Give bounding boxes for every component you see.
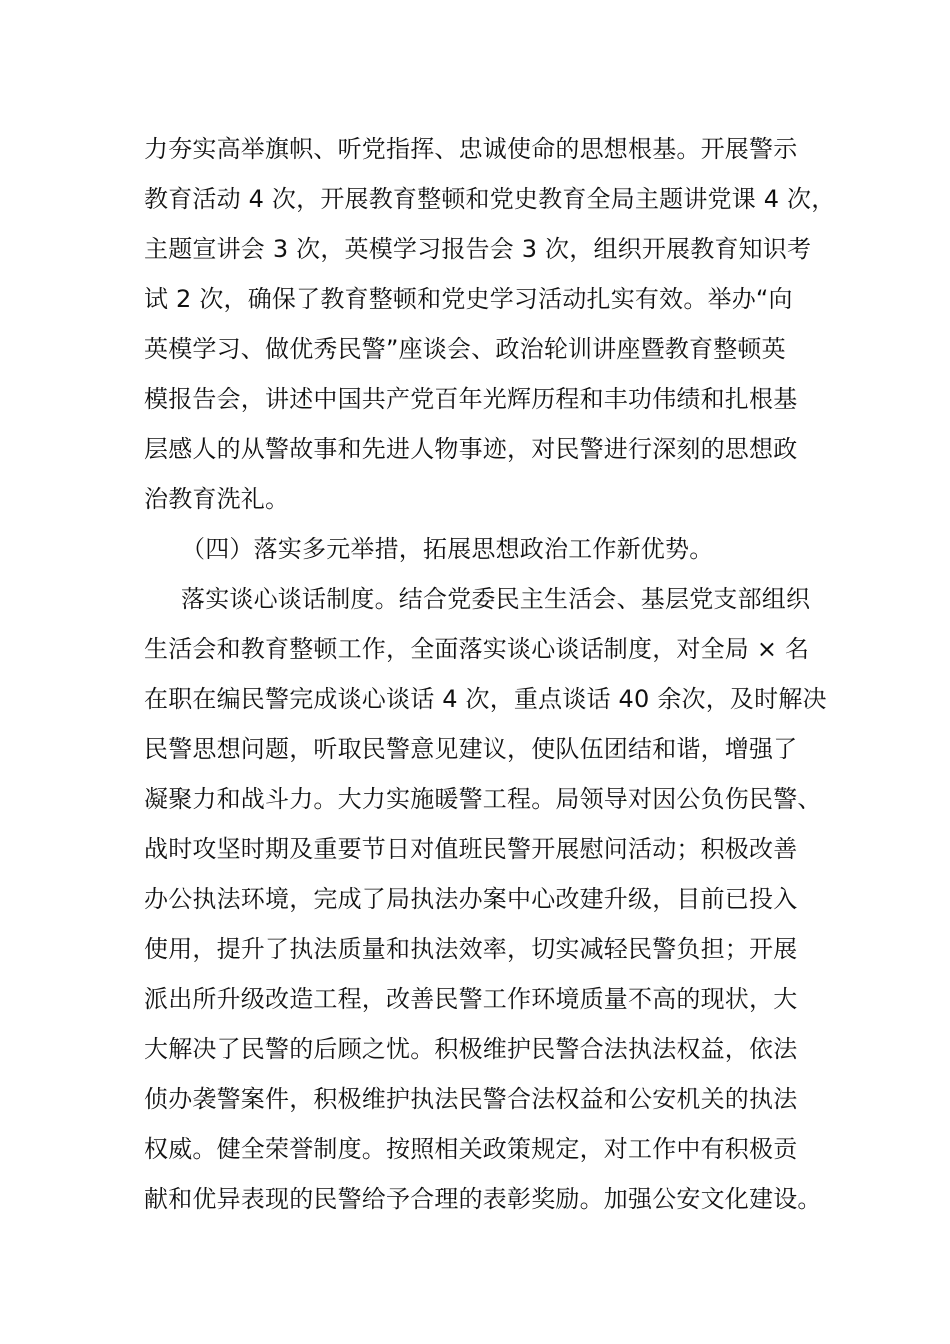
text-line-11: 生活会和教育整顿工作，全面落实谈心谈话制度，对全局 × 名 <box>144 635 810 663</box>
text-line-3: 主题宣讲会 3 次，英模学习报告会 3 次，组织开展教育知识考 <box>144 235 812 263</box>
text-line-17: 使用，提升了执法质量和执法效率，切实减轻民警负担；开展 <box>144 935 798 963</box>
text-line-19: 大解决了民警的后顾之忧。积极维护民警合法执法权益，依法 <box>144 1035 798 1063</box>
text-line-12: 在职在编民警完成谈心谈话 4 次，重点谈话 40 余次，及时解决 <box>144 685 827 713</box>
paragraph-first-line: 落实谈心谈话制度。结合党委民主生活会、基层党支部组织 <box>181 585 811 613</box>
text-line-2: 教育活动 4 次，开展教育整顿和党史教育全局主题讲党课 4 次， <box>144 185 836 213</box>
text-line-18: 派出所升级改造工程，改善民警工作环境质量不高的现状，大 <box>144 985 798 1013</box>
text-line-7: 层感人的从警故事和先进人物事迹，对民警进行深刻的思想政 <box>144 435 798 463</box>
text-line-5: 英模学习、做优秀民警”座谈会、政治轮训讲座暨教育整顿英 <box>144 335 786 363</box>
text-line-1: 力夯实高举旗帜、听党指挥、忠诚使命的思想根基。开展警示 <box>144 135 798 163</box>
text-line-13: 民警思想问题，听取民警意见建议，使队伍团结和谐，增强了 <box>144 735 798 763</box>
text-line-6: 模报告会，讲述中国共产党百年光辉历程和丰功伟绩和扎根基 <box>144 385 798 413</box>
text-line-22: 献和优异表现的民警给予合理的表彰奖励。加强公安文化建设。 <box>144 1185 822 1213</box>
text-line-20: 侦办袭警案件，积极维护执法民警合法权益和公安机关的执法 <box>144 1085 798 1113</box>
section-heading: （四）落实多元举措，拓展思想政治工作新优势。 <box>181 535 714 563</box>
text-line-16: 办公执法环境，完成了局执法办案中心改建升级，目前已投入 <box>144 885 798 913</box>
text-line-14: 凝聚力和战斗力。大力实施暖警工程。局领导对因公负伤民警、 <box>144 785 822 813</box>
text-line-21: 权威。健全荣誉制度。按照相关政策规定，对工作中有积极贡 <box>144 1135 798 1163</box>
text-line-15: 战时攻坚时期及重要节日对值班民警开展慰问活动；积极改善 <box>144 835 798 863</box>
text-line-4: 试 2 次，确保了教育整顿和党史学习活动扎实有效。举办“向 <box>144 285 793 313</box>
text-line-8: 治教育洗礼。 <box>144 485 290 513</box>
